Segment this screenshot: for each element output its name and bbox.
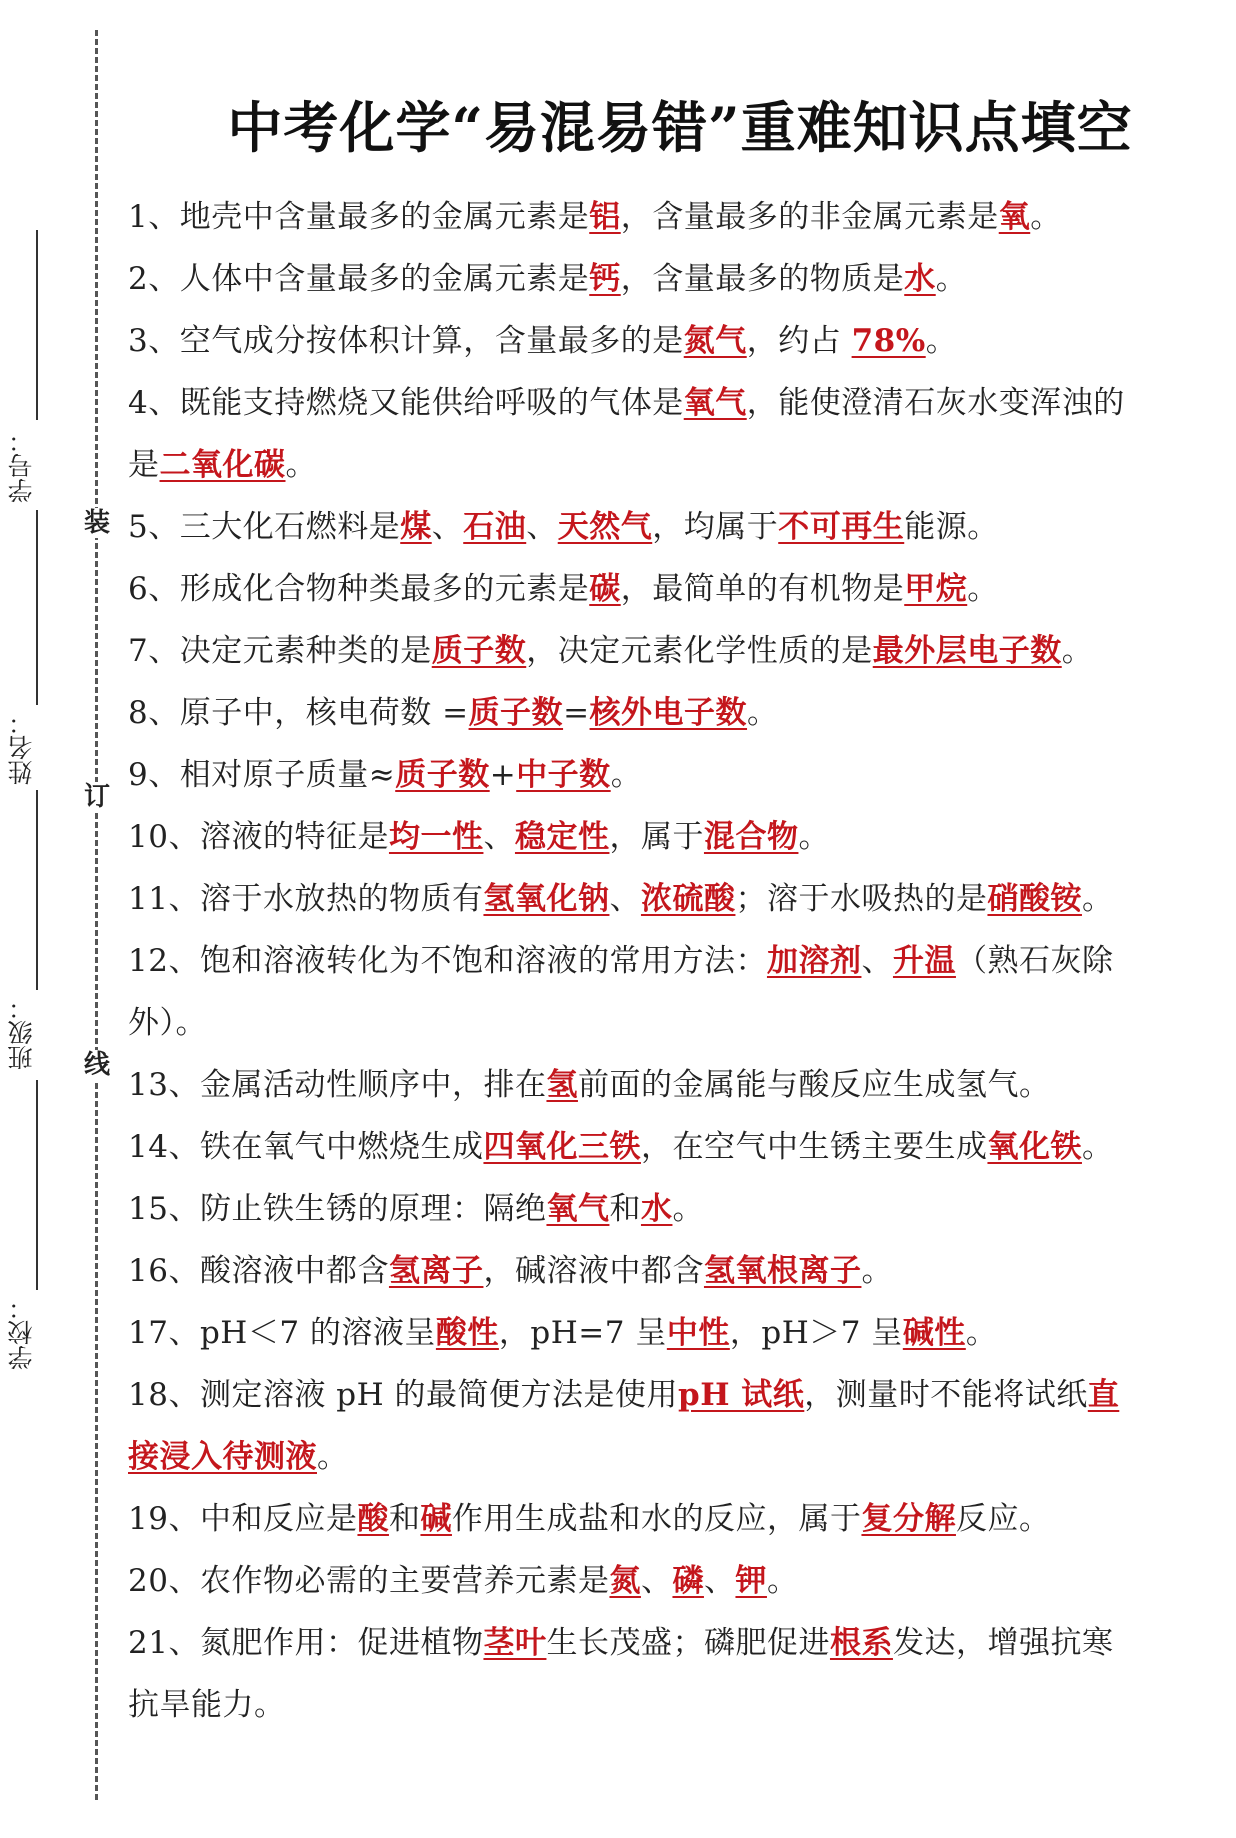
question-text: 。 xyxy=(1030,199,1062,235)
answer-text: 接浸入待测液 xyxy=(128,1439,317,1475)
binding-margin xyxy=(0,0,120,1838)
answer-text: 氧 xyxy=(998,199,1031,235)
question-item xyxy=(128,248,1210,310)
question-text: 21、氮肥作用：促进植物 xyxy=(128,1625,484,1661)
question-text: = xyxy=(563,695,590,731)
question-item xyxy=(128,1054,1210,1116)
question-item xyxy=(128,1550,1210,1612)
question-text: 、 xyxy=(526,509,558,545)
answer-text: 氢离子 xyxy=(388,1253,484,1289)
question-text: ，能使澄清石灰水变浑浊的 xyxy=(746,385,1125,421)
field-name xyxy=(0,510,70,785)
answer-text: 氢氧根离子 xyxy=(703,1253,862,1289)
seal-char-xian: 线 xyxy=(83,1050,110,1080)
question-text: 和 xyxy=(388,1501,421,1537)
question-text: 6、形成化合物种类最多的元素是 xyxy=(128,571,590,607)
answer-text: 钙 xyxy=(589,261,621,297)
answer-text: 复分解 xyxy=(861,1501,956,1537)
field-class xyxy=(0,790,70,1070)
question-text: 3、空气成分按体积计算，含量最多的是 xyxy=(128,323,684,359)
question-text: 作用生成盐和水的反应，属于 xyxy=(451,1501,862,1537)
answer-text: 混合物 xyxy=(703,819,799,855)
question-text: 8、原子中，核电荷数 = xyxy=(128,695,469,731)
question-text: 、 xyxy=(431,509,464,545)
question-text: 10、溶液的特征是 xyxy=(128,819,389,855)
answer-text: 碱 xyxy=(420,1501,452,1537)
answer-text: 硝酸铵 xyxy=(987,881,1082,917)
question-text: ，约占 xyxy=(746,323,852,359)
question-item xyxy=(128,1178,1210,1240)
answer-text: 石油 xyxy=(463,509,527,545)
answer-text: 加溶剂 xyxy=(766,943,862,979)
question-text: ，含量最多的非金属元素是 xyxy=(620,199,999,235)
question-text: ，测量时不能将试纸 xyxy=(804,1377,1088,1413)
question-item-continuation xyxy=(128,1426,1210,1488)
question-text: 。 xyxy=(798,819,830,855)
question-text: 、 xyxy=(609,881,641,917)
answer-text: 酸 xyxy=(357,1501,389,1537)
answer-text: 浓硫酸 xyxy=(640,881,736,917)
answer-text: 煤 xyxy=(400,509,432,545)
question-item xyxy=(128,1116,1210,1178)
question-text: 16、酸溶液中都含 xyxy=(128,1253,389,1289)
answer-text: 二氧化碳 xyxy=(159,447,286,483)
answer-text: 水 xyxy=(640,1191,673,1227)
answer-text: 磷 xyxy=(672,1563,704,1599)
question-text: ，在空气中生锈主要生成 xyxy=(640,1129,988,1165)
question-text: 17、pH＜7 的溶液呈 xyxy=(128,1315,436,1351)
question-item xyxy=(128,1488,1210,1550)
question-text: 、 xyxy=(640,1563,673,1599)
question-item xyxy=(128,310,1210,372)
binding-dashed-line xyxy=(95,30,98,1800)
question-text: 发达，增强抗寒 xyxy=(892,1625,1114,1661)
question-text: 9、相对原子质量≈ xyxy=(128,757,396,793)
question-text: 。 xyxy=(1081,881,1114,917)
question-text: 。 xyxy=(285,447,317,483)
question-text: 11、溶于水放热的物质有 xyxy=(128,881,484,917)
answer-text: 氮气 xyxy=(683,323,747,359)
question-text: 反应。 xyxy=(955,1501,1051,1537)
answer-text: 茎叶 xyxy=(483,1625,547,1661)
question-text: 能源。 xyxy=(904,509,999,545)
question-text: ；溶于水吸热的是 xyxy=(735,881,988,917)
answer-text: 均一性 xyxy=(388,819,484,855)
question-text: 前面的金属能与酸反应生成氢气。 xyxy=(577,1067,1051,1103)
question-text: 19、中和反应是 xyxy=(128,1501,358,1537)
question-text: 4、既能支持燃烧又能供给呼吸的气体是 xyxy=(128,385,684,421)
question-text: ，属于 xyxy=(609,819,704,855)
question-text: 。 xyxy=(965,1315,998,1351)
question-text: 2、人体中含量最多的金属元素是 xyxy=(128,261,590,297)
question-text: 5、三大化石燃料是 xyxy=(128,509,401,545)
question-item xyxy=(128,1240,1210,1302)
field-school xyxy=(0,1080,70,1380)
question-text: （熟石灰除 xyxy=(955,943,1114,979)
answer-text: 直 xyxy=(1087,1377,1120,1413)
answer-text: 78% xyxy=(851,323,926,359)
answer-text: 核外电子数 xyxy=(589,695,748,731)
field-line xyxy=(36,1080,38,1290)
question-text: 抗旱能力。 xyxy=(128,1687,286,1723)
answer-text: 升温 xyxy=(892,943,956,979)
seal-char-zhuang: 装 xyxy=(83,508,110,538)
question-text: 。 xyxy=(766,1563,799,1599)
answer-text: 不可再生 xyxy=(778,509,905,545)
question-text: ，含量最多的物质是 xyxy=(620,261,905,297)
field-label: 班级： xyxy=(7,995,36,1070)
question-item xyxy=(128,868,1210,930)
question-text: 。 xyxy=(317,1439,349,1475)
answer-text: 氧气 xyxy=(683,385,747,421)
answer-text: 质子数 xyxy=(395,757,490,793)
answer-text: 中性 xyxy=(666,1315,730,1351)
answer-text: 稳定性 xyxy=(514,819,610,855)
field-line xyxy=(36,790,38,990)
answer-text: 四氧化三铁 xyxy=(483,1129,641,1165)
answer-text: 氮 xyxy=(609,1563,641,1599)
question-text: ，pH=7 呈 xyxy=(498,1315,667,1351)
question-item xyxy=(128,620,1210,682)
question-text: 外）。 xyxy=(128,1005,207,1041)
question-text: 。 xyxy=(967,571,999,607)
field-label: 学号： xyxy=(7,428,36,503)
answer-text: 天然气 xyxy=(557,509,653,545)
question-text: 、 xyxy=(483,819,515,855)
question-text: 和 xyxy=(609,1191,641,1227)
answer-text: 质子数 xyxy=(468,695,564,731)
answer-text: 钾 xyxy=(735,1563,767,1599)
question-text: 生长茂盛；磷肥促进 xyxy=(546,1625,830,1661)
question-item-continuation xyxy=(128,434,1210,496)
question-text: ，均属于 xyxy=(652,509,779,545)
page-title: 中考化学“易混易错”重难知识点填空 xyxy=(227,95,1133,160)
answer-text: 中子数 xyxy=(516,757,611,793)
answer-text: 氢氧化钠 xyxy=(483,881,610,917)
question-text: 。 xyxy=(672,1191,704,1227)
question-item xyxy=(128,1612,1210,1674)
field-line xyxy=(36,510,38,705)
question-item xyxy=(128,496,1210,558)
question-text: 12、饱和溶液转化为不饱和溶液的常用方法： xyxy=(128,943,767,979)
answer-text: 甲烷 xyxy=(904,571,968,607)
field-label: 学校： xyxy=(7,1295,36,1370)
question-text: 、 xyxy=(861,943,893,979)
question-item xyxy=(128,744,1210,806)
question-item-continuation xyxy=(128,1674,1210,1736)
question-text: 13、金属活动性顺序中，排在 xyxy=(128,1067,547,1103)
question-text: 是 xyxy=(128,447,160,483)
question-item xyxy=(128,1302,1210,1364)
question-text: 。 xyxy=(1061,633,1094,669)
question-item xyxy=(128,806,1210,868)
question-text: 18、测定溶液 pH 的最简便方法是使用 xyxy=(128,1377,679,1413)
question-item xyxy=(128,682,1210,744)
answer-text: 碱性 xyxy=(902,1315,966,1351)
answer-text: 氢 xyxy=(546,1067,578,1103)
question-text: 。 xyxy=(925,323,958,359)
answer-text: 酸性 xyxy=(435,1315,499,1351)
question-text: 。 xyxy=(610,757,643,793)
field-label: 姓名： xyxy=(7,710,36,785)
field-student-id xyxy=(0,230,70,503)
question-text: 。 xyxy=(861,1253,893,1289)
answer-text: 碳 xyxy=(589,571,621,607)
question-item xyxy=(128,930,1210,992)
question-item xyxy=(128,558,1210,620)
seal-char-ding: 订 xyxy=(83,782,110,812)
question-text: 15、防止铁生锈的原理：隔绝 xyxy=(128,1191,547,1227)
question-text: 、 xyxy=(703,1563,736,1599)
question-item xyxy=(128,1364,1210,1426)
answer-text: pH 试纸 xyxy=(678,1377,805,1413)
question-text: 14、铁在氧气中燃烧生成 xyxy=(128,1129,484,1165)
question-text: + xyxy=(489,757,517,793)
question-text: ，决定元素化学性质的是 xyxy=(526,633,873,669)
answer-text: 氧气 xyxy=(546,1191,610,1227)
question-item xyxy=(128,186,1210,248)
answer-text: 氧化铁 xyxy=(987,1129,1082,1165)
answer-text: 质子数 xyxy=(431,633,527,669)
question-text: 。 xyxy=(1081,1129,1114,1165)
question-text: 。 xyxy=(747,695,779,731)
field-line xyxy=(36,230,38,420)
question-item-continuation xyxy=(128,992,1210,1054)
question-text: ，pH＞7 呈 xyxy=(729,1315,903,1351)
question-text: ，最简单的有机物是 xyxy=(620,571,905,607)
question-text: ，碱溶液中都含 xyxy=(483,1253,704,1289)
answer-text: 水 xyxy=(904,261,936,297)
question-text: 。 xyxy=(935,261,968,297)
question-text: 7、决定元素种类的是 xyxy=(128,633,432,669)
answer-text: 根系 xyxy=(829,1625,893,1661)
answer-text: 最外层电子数 xyxy=(872,633,1062,669)
answer-text: 铝 xyxy=(589,199,621,235)
question-list xyxy=(128,186,1210,1736)
question-item xyxy=(128,372,1210,434)
question-text: 20、农作物必需的主要营养元素是 xyxy=(128,1563,610,1599)
question-text: 1、地壳中含量最多的金属元素是 xyxy=(128,199,590,235)
